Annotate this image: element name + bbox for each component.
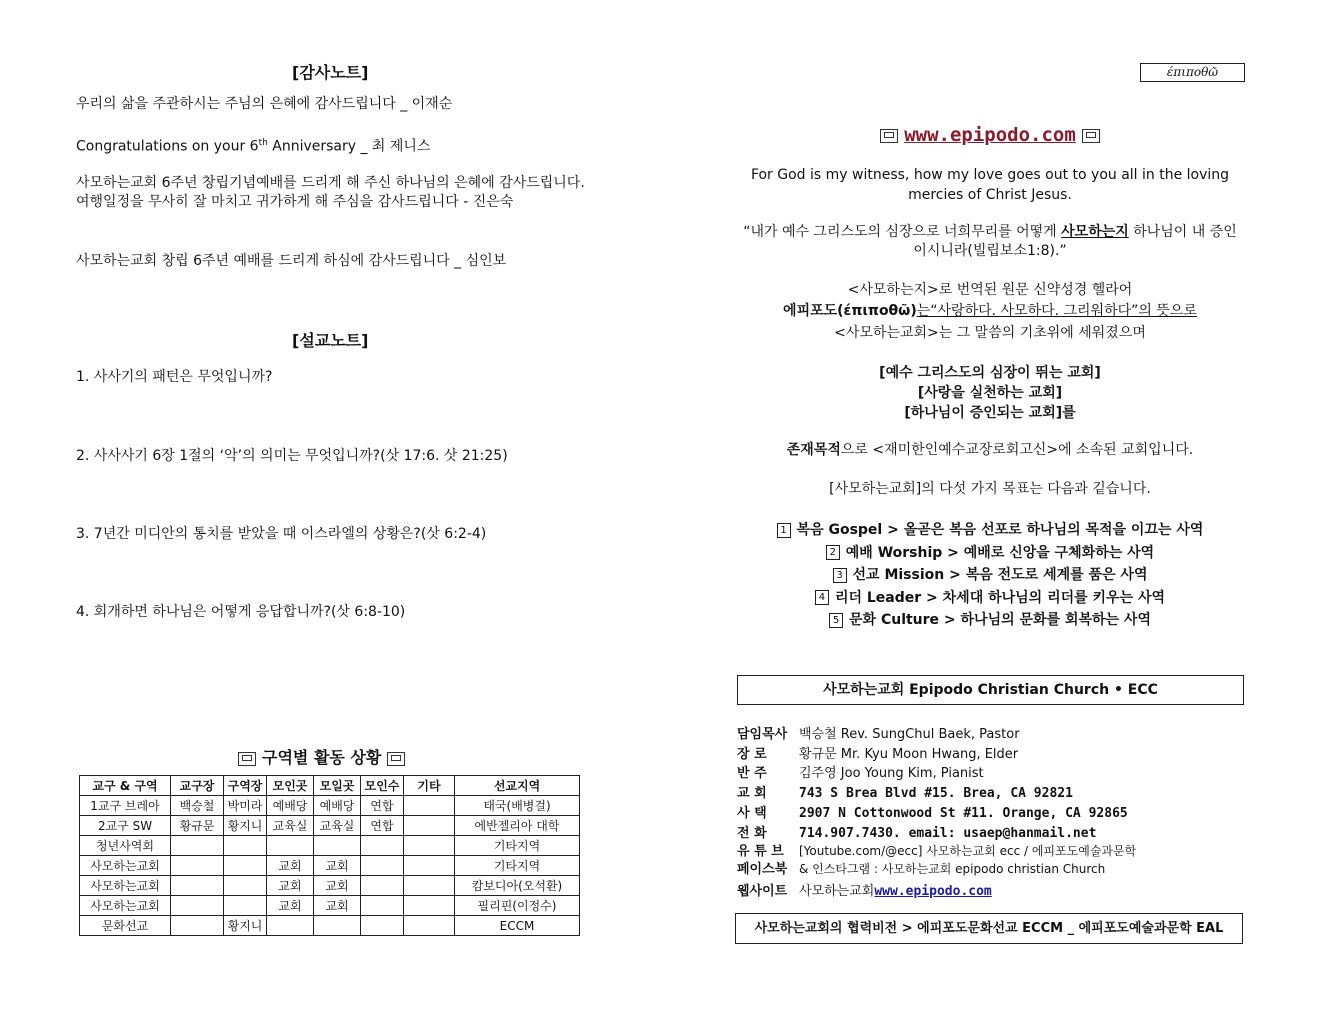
table-cell bbox=[404, 816, 455, 836]
goal-number: 4 bbox=[815, 590, 829, 605]
info-label: 페이스북 bbox=[737, 862, 788, 877]
table-cell bbox=[224, 856, 267, 876]
question-1: 1. 사사기의 패턴은 무엇입니까? bbox=[76, 369, 273, 385]
verse-korean-part1: “내가 예수 그리스도의 심장으로 너희무리를 어떻게 bbox=[743, 224, 1062, 240]
table-row bbox=[80, 856, 580, 876]
info-value: 백승철 Rev. SungChul Baek, Pastor bbox=[799, 727, 1020, 742]
table-cell: ECCM bbox=[455, 916, 580, 936]
congrats-text: Congratulations on your 6 bbox=[76, 138, 259, 155]
table-cell bbox=[361, 836, 404, 856]
goals-intro: [사모하는교회]의 다섯 가지 목표는 다음과 깉습니다. bbox=[829, 481, 1151, 497]
table-row bbox=[80, 836, 580, 856]
website-prefix: 사모하는교회 bbox=[799, 884, 875, 899]
info-value: 714.907.7430. email: usaep@hanmail.net bbox=[799, 826, 1097, 841]
thanks-title: [감사노트] bbox=[292, 63, 369, 82]
goal-text: 선교 Mission > 복음 전도로 세계를 품은 사역 bbox=[852, 567, 1148, 583]
table-header-cell: 교구 & 구역 bbox=[80, 776, 171, 796]
goal-number: 1 bbox=[777, 523, 791, 538]
table-cell bbox=[224, 876, 267, 896]
table-cell bbox=[267, 916, 314, 936]
table-cell: 교육실 bbox=[314, 816, 361, 836]
meaning-definition: 는“사랑하다. 사모하다. 그리워하다”의 뜻으로 bbox=[916, 303, 1197, 319]
goal-text: 예배 Worship > 예배로 신앙을 구체화하는 사역 bbox=[845, 544, 1155, 561]
table-cell bbox=[224, 836, 267, 856]
purpose-text: 으로 <재미한인예수교장로회고신>에 소속된 교회입니다. bbox=[840, 442, 1194, 458]
table-row bbox=[80, 896, 580, 916]
info-website bbox=[737, 880, 992, 899]
table-row bbox=[80, 916, 580, 936]
question-2: 2. 사사사기 6장 1절의 ‘악’의 의미는 무엇입니까?(삿 17:6. 삿 21:25) bbox=[76, 448, 508, 464]
table-cell bbox=[404, 916, 455, 936]
info-label: 유 튜 브 bbox=[737, 844, 784, 859]
activity-title: 구역별 활동 상황 bbox=[262, 748, 382, 767]
slogan: [예수 그리스도의 심장이 뛰는 교회] bbox=[879, 365, 1101, 381]
goal-number: 3 bbox=[833, 568, 847, 583]
table-header-cell: 모인수 bbox=[361, 776, 404, 796]
table-cell bbox=[171, 916, 224, 936]
meaning-line-2 bbox=[737, 302, 1243, 321]
activity-table bbox=[79, 775, 580, 936]
table-cell: 예배당 bbox=[267, 796, 314, 816]
table-cell: 황지니 bbox=[224, 816, 267, 836]
sermon-title: [설교노트] bbox=[292, 331, 369, 350]
table-header-cell: 구역장 bbox=[224, 776, 267, 796]
goal-text: 리더 Leader > 차세대 하나님의 리더를 키우는 사역 bbox=[834, 589, 1166, 606]
table-cell: 기타지역 bbox=[455, 836, 580, 856]
info-value: 2907 N Cottonwood St #11. Orange, CA 92865 bbox=[799, 806, 1128, 821]
table-cell: 교회 bbox=[267, 876, 314, 896]
info-youtube bbox=[737, 840, 1136, 859]
table-header-cell: 모일곳 bbox=[314, 776, 361, 796]
table-cell bbox=[404, 836, 455, 856]
info-phone bbox=[737, 822, 1096, 841]
goal-number: 2 bbox=[826, 545, 840, 560]
goal-item bbox=[737, 519, 1243, 542]
table-cell: 1교구 브레아 bbox=[80, 796, 171, 816]
table-cell: 교육실 bbox=[267, 816, 314, 836]
table-cell: 교회 bbox=[267, 896, 314, 916]
purpose-label: 존재목적 bbox=[786, 442, 841, 458]
table-cell bbox=[404, 896, 455, 916]
table-header-cell: 선교지역 bbox=[455, 776, 580, 796]
info-value: [Youtube.com/@ecc] 사모하는교회 ecc / 에피포도예술과문학 bbox=[799, 844, 1137, 858]
info-label: 장 로 bbox=[737, 747, 767, 762]
table-header-cell: 교구장 bbox=[171, 776, 224, 796]
table-cell: 황규문 bbox=[171, 816, 224, 836]
table-cell bbox=[314, 836, 361, 856]
hand-pointer-icon bbox=[880, 129, 898, 143]
table-cell: 사모하는교회 bbox=[80, 896, 171, 916]
table-cell: 에반젤리아 대학 bbox=[455, 816, 580, 836]
meaning-line-1: <사모하는지>로 번역된 원문 신약성경 헬라어 bbox=[847, 282, 1133, 298]
verse-korean bbox=[737, 223, 1243, 261]
table-cell: 필리핀(이정수) bbox=[455, 896, 580, 916]
info-label: 웹사이트 bbox=[737, 884, 788, 899]
table-row bbox=[80, 796, 580, 816]
table-cell bbox=[171, 876, 224, 896]
table-cell bbox=[404, 796, 455, 816]
info-value: 김주영 Joo Young Kim, Pianist bbox=[799, 766, 984, 781]
table-cell: 교회 bbox=[314, 856, 361, 876]
table-cell bbox=[361, 876, 404, 896]
church-name-box: 사모하는교회 Epipodo Christian Church • ECC bbox=[737, 675, 1244, 705]
goal-text: 문화 Culture > 하나님의 문화를 회복하는 사역 bbox=[849, 612, 1151, 628]
verse-korean-part2: 하나님이 내 증인이시니라(빌립보소1:8).” bbox=[913, 224, 1237, 259]
info-church-address bbox=[737, 782, 1073, 801]
greek-badge: έπιποθῶ bbox=[1140, 63, 1245, 82]
info-label: 사 택 bbox=[737, 806, 767, 821]
table-cell: 캄보디아(오석환) bbox=[455, 876, 580, 896]
table-cell: 사모하는교회 bbox=[80, 876, 171, 896]
table-cell: 2교구 SW bbox=[80, 816, 171, 836]
goal-item bbox=[737, 564, 1243, 587]
table-cell bbox=[361, 916, 404, 936]
info-value: 황규문 Mr. Kyu Moon Hwang, Elder bbox=[799, 747, 1019, 762]
slogan: [하나님이 증인되는 교회]를 bbox=[904, 405, 1076, 421]
info-label: 담임목사 bbox=[737, 727, 788, 742]
website-heading bbox=[737, 124, 1243, 146]
table-header-cell: 기타 bbox=[404, 776, 455, 796]
table-cell: 예배당 bbox=[314, 796, 361, 816]
table-cell: 태국(배병걸) bbox=[455, 796, 580, 816]
goal-text: 복음 Gospel > 올곧은 복음 선포로 하나님의 목적을 이끄는 사역 bbox=[796, 522, 1204, 538]
goal-number: 5 bbox=[829, 613, 843, 628]
info-label: 전 화 bbox=[737, 826, 767, 841]
info-label: 교 회 bbox=[737, 786, 767, 801]
purpose-line bbox=[737, 441, 1243, 460]
table-cell bbox=[224, 896, 267, 916]
table-header-cell: 모인곳 bbox=[267, 776, 314, 796]
table-cell: 사모하는교회 bbox=[80, 856, 171, 876]
table-cell bbox=[404, 876, 455, 896]
verse-korean-emphasis: 사모하는지 bbox=[1061, 224, 1129, 240]
table-cell: 문화선교 bbox=[80, 916, 171, 936]
thanks-item-1: 우리의 삶을 주관하시는 주님의 은혜에 감사드립니다 _ 이재순 bbox=[76, 96, 453, 112]
table-cell bbox=[171, 836, 224, 856]
question-3: 3. 7년간 미디안의 통치를 받았을 때 이스라엘의 상황은?(삿 6:2-4) bbox=[76, 526, 487, 542]
slogan: [사랑을 실천하는 교회] bbox=[917, 385, 1063, 401]
congrats-author: Anniversary _ 최 제니스 bbox=[267, 138, 431, 155]
info-home-address bbox=[737, 802, 1128, 821]
hand-pointer-icon bbox=[1082, 129, 1100, 143]
meaning-line-3: <사모하는교회>는 그 말씀의 기초위에 세워졌으며 bbox=[834, 325, 1146, 341]
table-cell bbox=[171, 856, 224, 876]
question-4: 4. 회개하면 하나님은 어떻게 응답합니까?(삿 6:8-10) bbox=[76, 604, 406, 620]
thanks-item-3: 사모하는교회 창립 6주년 예배를 드리게 하심에 감사드립니다 _ 심인보 bbox=[76, 253, 507, 269]
info-value: 743 S Brea Blvd #15. Brea, CA 92821 bbox=[799, 786, 1073, 801]
goal-item bbox=[737, 609, 1243, 632]
hand-pointer-icon bbox=[387, 752, 405, 766]
congrats-sup: th bbox=[258, 138, 268, 148]
table-cell bbox=[171, 896, 224, 916]
vision-box: 사모하는교회의 협력비전 > 에피포도문화선교 ECCM _ 에피포도예술과문학 EAL bbox=[735, 913, 1243, 944]
slogans bbox=[737, 363, 1243, 423]
website-footer-link[interactable]: www.epipodo.com bbox=[874, 884, 992, 899]
table-cell: 백승철 bbox=[171, 796, 224, 816]
table-cell bbox=[267, 836, 314, 856]
table-cell: 황지니 bbox=[224, 916, 267, 936]
info-value: & 인스타그램 : 사모하는교회 epipodo christian Church bbox=[799, 862, 1106, 876]
activity-heading bbox=[232, 745, 411, 768]
table-cell: 교회 bbox=[314, 896, 361, 916]
info-pianist bbox=[737, 762, 984, 781]
table-cell bbox=[404, 856, 455, 876]
goal-item bbox=[737, 587, 1243, 610]
verse-english: For God is my witness, how my love goes out to you all in the loving mercies of Christ Jesus. bbox=[750, 167, 1230, 203]
table-cell: 청년사역회 bbox=[80, 836, 171, 856]
epipodo-greek: 에피포도(έπιποθῶ) bbox=[783, 303, 917, 319]
table-cell: 교회 bbox=[267, 856, 314, 876]
table-header-row bbox=[80, 776, 580, 796]
goal-item bbox=[737, 542, 1243, 565]
table-cell: 교회 bbox=[314, 876, 361, 896]
table-row bbox=[80, 816, 580, 836]
thanks-item-congrats bbox=[76, 134, 596, 157]
table-cell bbox=[361, 896, 404, 916]
info-label: 반 주 bbox=[737, 766, 767, 781]
table-cell bbox=[314, 916, 361, 936]
table-row bbox=[80, 876, 580, 896]
table-cell bbox=[361, 856, 404, 876]
goals-list bbox=[737, 519, 1243, 632]
thanks-item-2: 사모하는교회 6주년 창립기념예배를 드리게 해 주신 하나님의 은혜에 감사드립니다. 여행일정을 무사히 잘 마치고 귀가하게 해 주심을 감사드립니다 - 진은숙 bbox=[76, 175, 585, 210]
info-elder bbox=[737, 743, 1018, 762]
info-pastor bbox=[737, 723, 1020, 742]
table-cell: 박미라 bbox=[224, 796, 267, 816]
table-cell: 연합 bbox=[361, 816, 404, 836]
table-cell: 연합 bbox=[361, 796, 404, 816]
website-link[interactable]: www.epipodo.com bbox=[904, 124, 1076, 146]
hand-pointer-icon bbox=[238, 752, 256, 766]
info-facebook bbox=[737, 858, 1105, 877]
table-cell: 기타지역 bbox=[455, 856, 580, 876]
